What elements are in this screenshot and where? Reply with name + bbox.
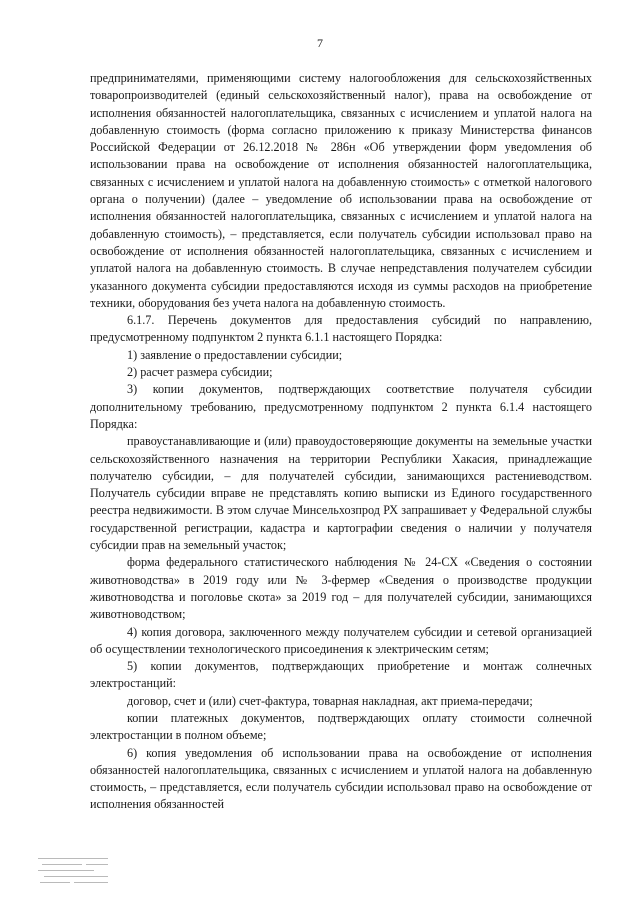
paragraph: 1) заявление о предоставлении субсидии; (127, 347, 343, 362)
paragraph: форма федерального статистического наблюдения № 24-СХ «Сведения о состоянии животноводства» в 2019 году или № 3-фермер «Сведения о производстве продукции животноводства и поголовье скота» за 2019 год – для получателей субсидии, занимающихся животноводством; (90, 555, 592, 622)
paragraph: 4) копия договора, заключенного между получателем субсидии и сетевой организацией об осуществлении технологического присоединения к электрическим сетям; (90, 624, 592, 656)
registration-stamp (38, 856, 112, 888)
paragraph: 6.1.7. Перечень документов для предоставления субсидий по направлению, предусмотренному подпунктом 2 пункта 6.1.1 настоящего Порядка: (90, 313, 592, 345)
paragraph: предпринимателями, применяющими систему налогообложения для сельскохозяйственных товаропроизводителей (единый сельскохозяйственный налог), права на освобождение от исполнения обязанностей налогоплательщика, связанных с исчислением и уплатой налога на добавленную стоимость (форма согласно приложению к приказу Министерства финансов Российской Федерации от 26.12.2018 № 286н «Об утверждении форм уведомления об использовании права на освобождение от исполнения обязанностей налогоплательщика, связанных с исчислением и уплатой налога на добавленную стоимость» с отметкой налогового органа о получении) (далее – уведомление об использовании права на освобождение от исполнения обязанностей налогоплательщика, связанных с исчислением и уплатой налога на добавленную стоимость), – представляется, если получатель субсидии использовал право на освобождение от исполнения обязанностей налогоплательщика, связанных с исчислением и уплатой налога на добавленную стоимость. В случае непредставления получателем субсидии указанного документа субсидии предоставляются исходя из суммы расходов на приобретение техники, оборудования без учета налога на добавленную стоимость. (90, 71, 592, 310)
paragraph: правоустанавливающие и (или) правоудостоверяющие документы на земельные участки сельскохозяйственного назначения на территории Республики Хакасия, принадлежащие получателю субсидии, – для получателей субсидии, занимающихся растениеводством. Получатель субсидии вправе не представлять копию выписки из Единого государственного реестра недвижимости. В этом случае Минсельхозпрод РХ запрашивает у Федеральной службы государственной регистрации, кадастра и картографии сведения о наличии у получателя субсидии прав на земельный участок; (90, 434, 592, 553)
paragraph: 6) копия уведомления об использовании права на освобождение от исполнения обязанностей налогоплательщика, связанных с исчислением и уплатой налога на добавленную стоимость, – представляется, если получатель субсидии использовал право на освобождение от исполнения обязанностей (90, 745, 592, 812)
paragraph: 3) копии документов, подтверждающих соответствие получателя субсидии дополнительному требованию, предусмотренному подпунктом 2 пункта 6.1.4 настоящего Порядка: (90, 382, 592, 431)
paragraph: 2) расчет размера субсидии; (127, 365, 273, 380)
page-number: 7 (317, 36, 323, 50)
paragraph: 5) копии документов, подтверждающих приобретение и монтаж солнечных электростанций: (90, 659, 592, 691)
paragraph: копии платежных документов, подтверждающих оплату стоимости солнечной электростанции в полном объеме; (90, 710, 592, 743)
document-body (90, 70, 592, 814)
paragraph: договор, счет и (или) счет-фактура, товарная накладная, акт приема-передачи; (127, 693, 533, 708)
